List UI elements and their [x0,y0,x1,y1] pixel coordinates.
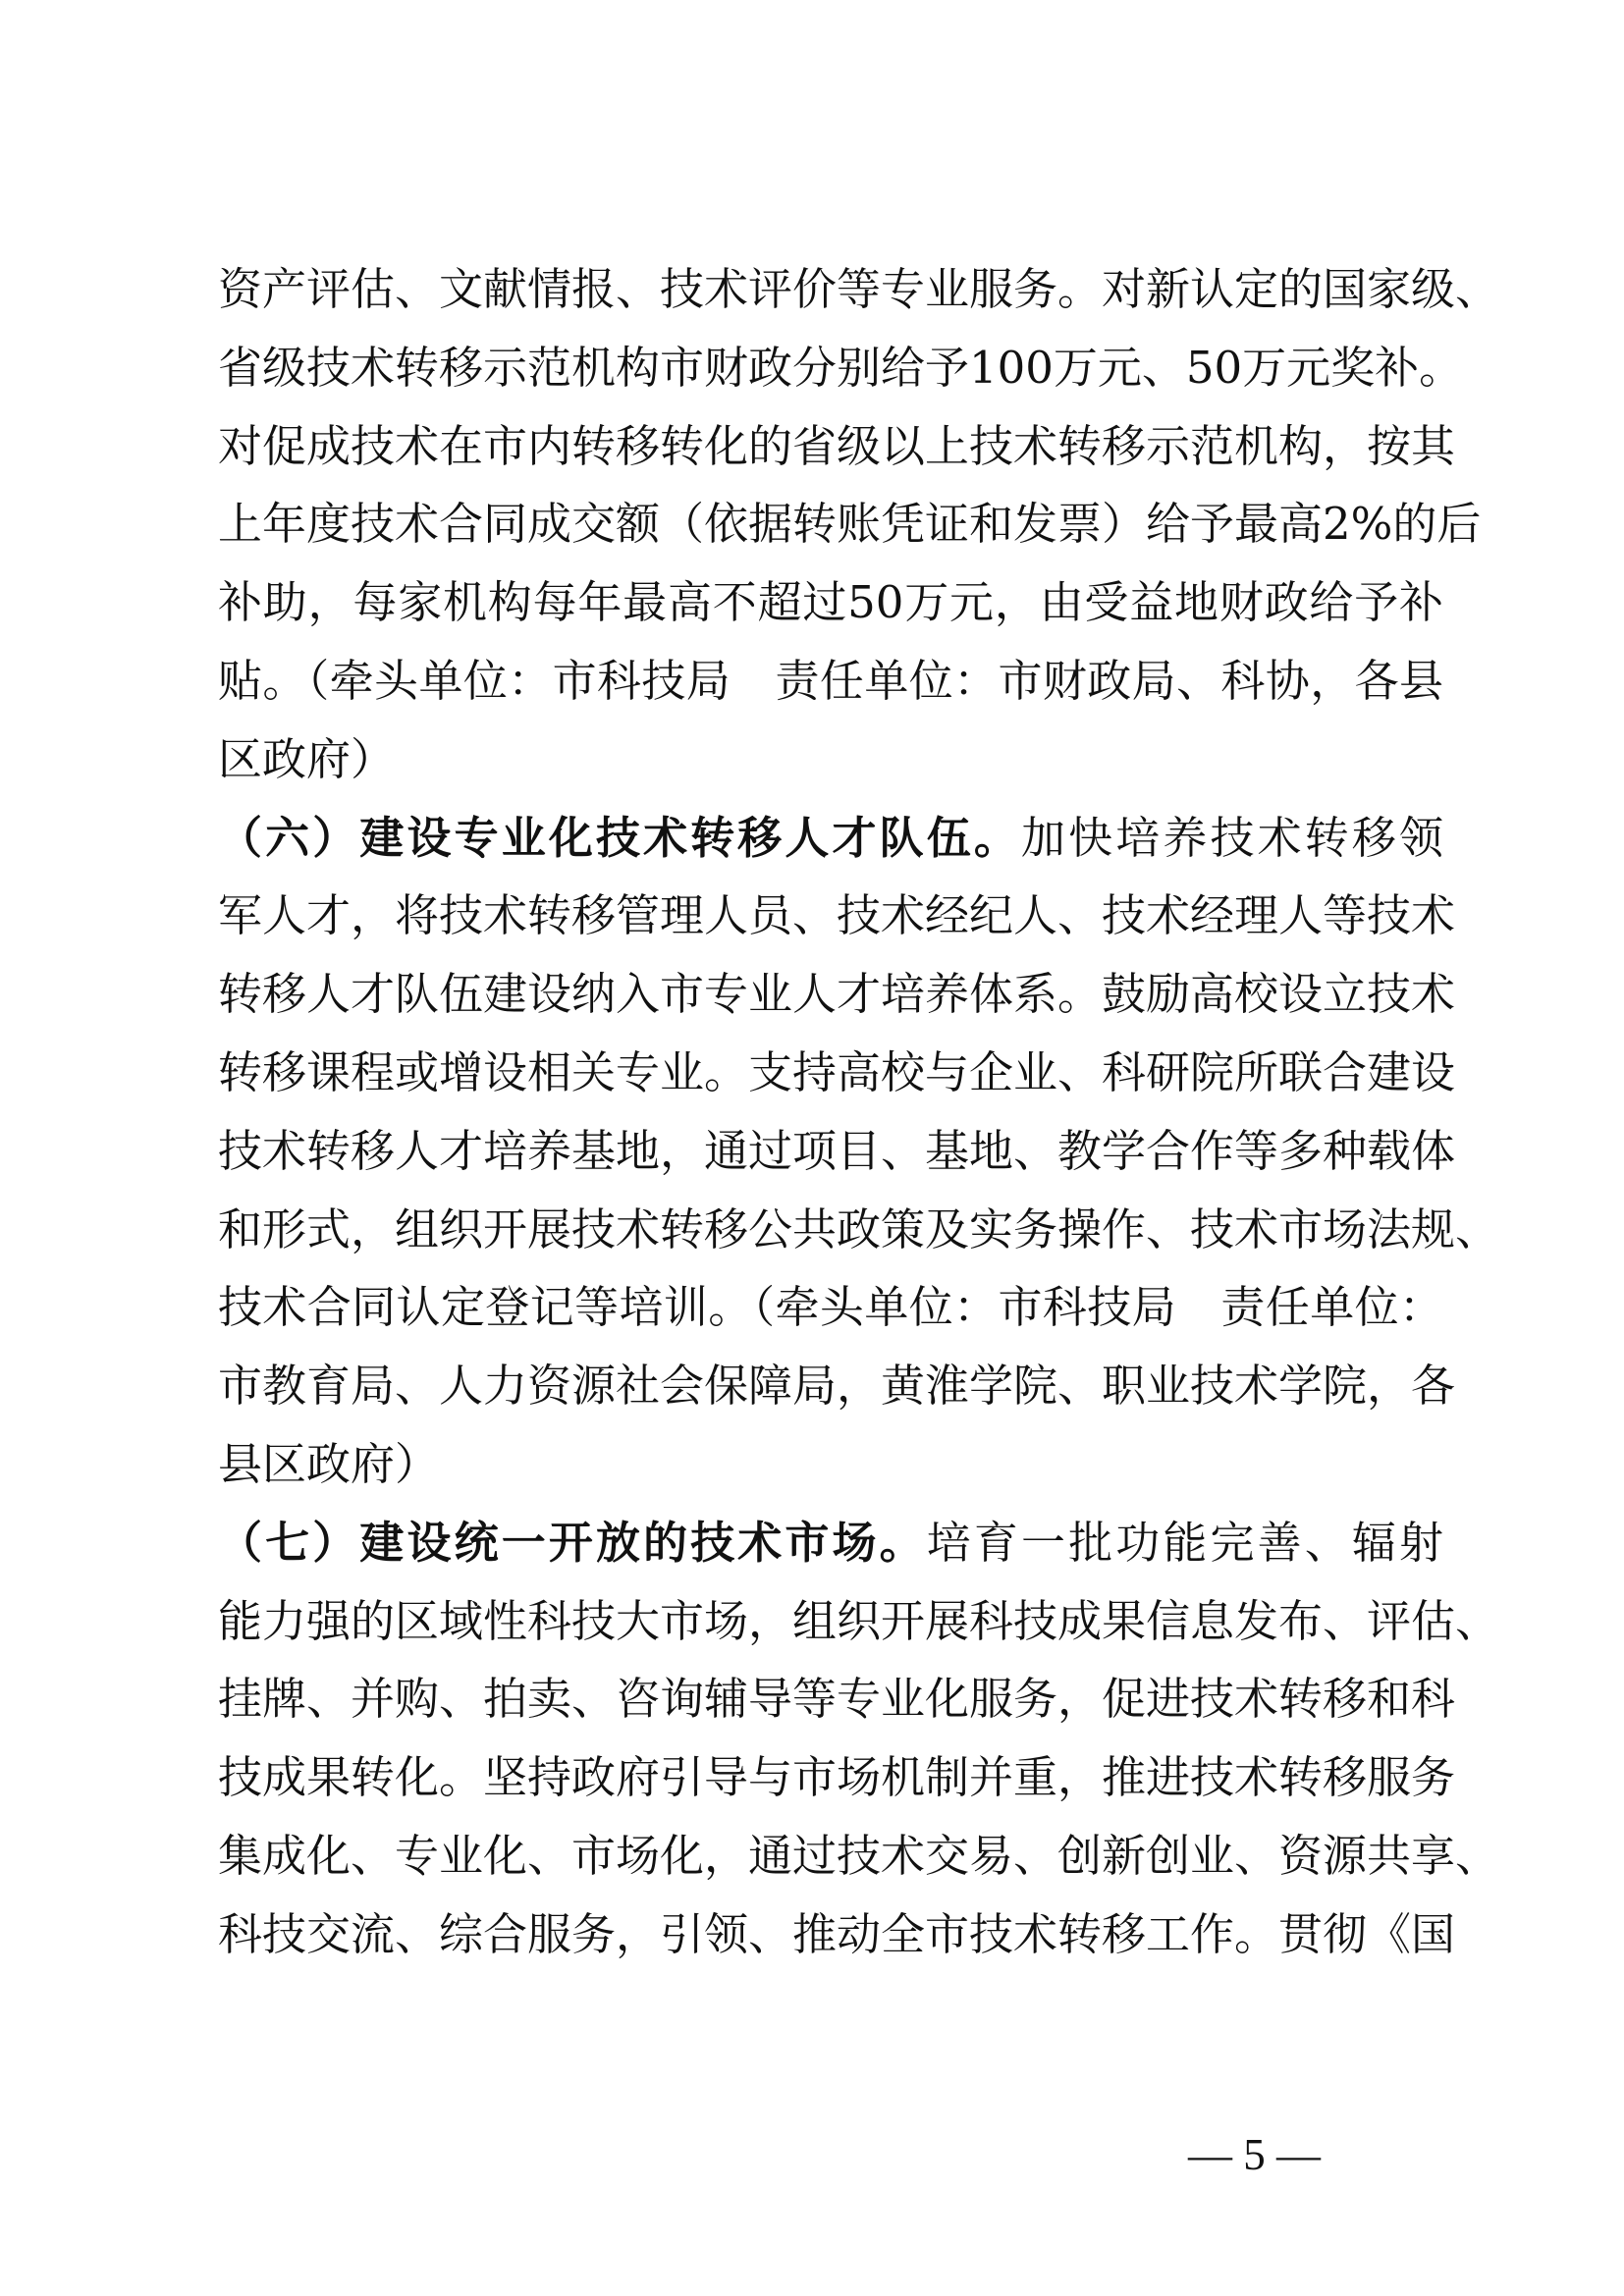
text-line: 技成果转化。坚持政府引导与市场机制并重，推进技术转移服务 [218,1751,1456,1804]
text-line: 补助，每家机构每年最高不超过50万元，由受益地财政给予补 [218,576,1443,629]
text-line: 区政府） [218,732,396,785]
text-line: 挂牌、并购、拍卖、咨询辅导等专业化服务，促进技术转移和科 [218,1673,1456,1726]
document-body [218,250,1500,1974]
text-line: 资产评估、文献情报、技术评价等专业服务。对新认定的国家级、 [218,263,1500,315]
text-line: 市教育局、人力资源社会保障局，黄淮学院、职业技术学院，各 [218,1360,1456,1413]
section-seven-lead-text: 培育一批功能完善、辐射 [926,1516,1443,1569]
text-line: 技术转移人才培养基地，通过项目、基地、教学合作等多种载体 [218,1124,1456,1177]
text-line: 军人才，将技术转移管理人员、技术经纪人、技术经理人等技术 [218,889,1456,942]
text-line: 县区政府） [218,1437,440,1490]
text-line: 省级技术转移示范机构市财政分别给予100万元、50万元奖补。 [218,341,1464,394]
text-line: 贴。（牵头单位：市科技局 责任单位：市财政局、科协，各县 [218,654,1443,707]
text-line: 上年度技术合同成交额（依据转账凭证和发票）给予最高2%的后 [218,498,1482,551]
section-six-heading: （六）建设专业化技术转移人才队伍。 [218,811,1022,864]
text-line: 转移人才队伍建设纳入市专业人才培养体系。鼓励高校设立技术 [218,968,1456,1021]
section-seven-heading: （七）建设统一开放的技术市场。 [218,1516,927,1569]
text-line: 能力强的区域性科技大市场，组织开展科技成果信息发布、评估、 [218,1594,1500,1647]
text-line: 科技交流、综合服务，引领、推动全市技术转移工作。贯彻《国 [218,1907,1456,1960]
section-six-lead-text: 加快培养技术转移领 [1021,811,1443,864]
section-six-first-line [218,799,1443,878]
section-seven-first-line [218,1504,1443,1582]
text-line: 技术合同认定登记等培训。（牵头单位：市科技局 责任单位： [218,1281,1443,1334]
text-line: 和形式，组织开展技术转移公共政策及实务操作、技术市场法规、 [218,1202,1500,1255]
text-line: 对促成技术在市内转移转化的省级以上技术转移示范机构，按其 [218,419,1456,472]
page-number: — 5 — [1188,2130,1321,2179]
text-line: 集成化、专业化、市场化，通过技术交易、创新创业、资源共享、 [218,1829,1500,1882]
text-line: 转移课程或增设相关专业。支持高校与企业、科研院所联合建设 [218,1045,1456,1098]
